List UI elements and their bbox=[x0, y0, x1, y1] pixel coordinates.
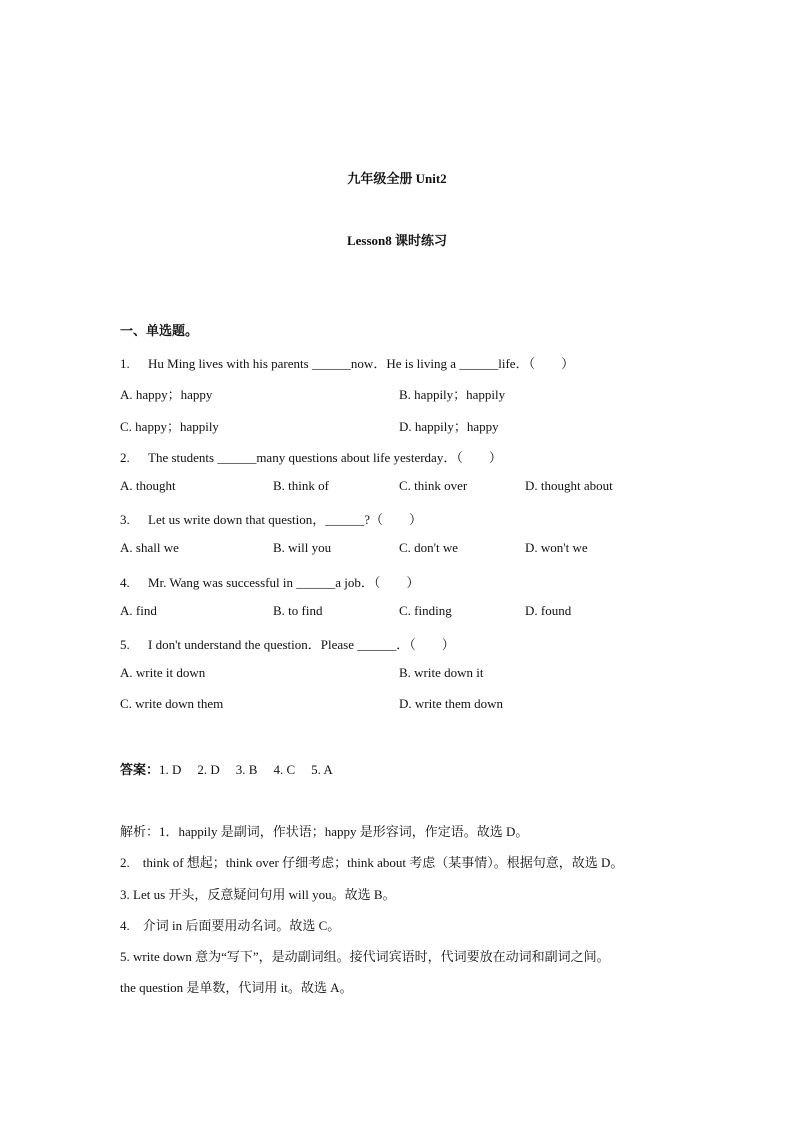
option-4d: D. found bbox=[525, 603, 572, 618]
answer-1: 1. D bbox=[159, 762, 182, 777]
answers-label: 答案： bbox=[120, 762, 160, 777]
question-4 bbox=[120, 572, 419, 591]
option-4c: C. finding bbox=[399, 603, 452, 618]
option-2a: A. thought bbox=[120, 478, 176, 493]
section-heading: 一、单选题。 bbox=[120, 323, 199, 338]
option-2d: D. thought about bbox=[525, 478, 613, 493]
option-5b: B. write down it bbox=[399, 665, 484, 680]
explanation-line-3: 3. Let us 开头，反意疑问句用 will you。故选 B。 bbox=[120, 887, 396, 902]
explanation-line-4: 4. 介词 in 后面要用动名词。故选 C。 bbox=[120, 918, 341, 933]
option-2c: C. think over bbox=[399, 478, 468, 493]
question-5 bbox=[120, 634, 455, 653]
document-subtitle: Lesson8 课时练习 bbox=[346, 233, 448, 248]
explanation-line-6: the question 是单数，代词用 it。故选 A。 bbox=[120, 980, 353, 995]
answer-key bbox=[120, 759, 333, 778]
question-number: 5. bbox=[120, 637, 130, 652]
option-3b: B. will you bbox=[273, 540, 332, 555]
option-2b: B. think of bbox=[273, 478, 329, 493]
answer-2: 2. D bbox=[197, 762, 220, 777]
option-1d: D. happily；happy bbox=[399, 419, 499, 434]
question-1 bbox=[120, 353, 574, 372]
option-1a: A. happy；happy bbox=[120, 387, 213, 402]
question-number: 2. bbox=[120, 450, 130, 465]
option-1c: C. happy；happily bbox=[120, 419, 219, 434]
explanation-text: 1．happily 是副词，作状语；happy 是形容词，作定语。故选 D。 bbox=[159, 824, 529, 839]
explanation-line-2: 2. think of 想起；think over 仔细考虑；think about 考虑（某事情）。根据句意，故选 D。 bbox=[120, 855, 624, 870]
option-5c: C. write down them bbox=[120, 696, 224, 711]
question-text: I don't understand the question．Please ______．（ ） bbox=[148, 637, 455, 652]
question-number: 3. bbox=[120, 512, 130, 527]
question-text: Hu Ming lives with his parents ______now．He is living a ______life．（ ） bbox=[148, 356, 575, 371]
option-5d: D. write them down bbox=[399, 696, 503, 711]
option-4b: B. to find bbox=[273, 603, 323, 618]
explanation-line-5: 5. write down 意为“写下”，是动副词组。接代词宾语时，代词要放在动词和副词之间。 bbox=[120, 949, 610, 964]
question-number: 1. bbox=[120, 356, 130, 371]
question-text: The students ______many questions about life yesterday．（ ） bbox=[148, 450, 502, 465]
option-4a: A. find bbox=[120, 603, 157, 618]
answer-4: 4. C bbox=[273, 762, 296, 777]
option-5a: A. write it down bbox=[120, 665, 206, 680]
question-3 bbox=[120, 509, 422, 528]
question-text: Let us write down that question，______?（ ） bbox=[148, 512, 423, 527]
option-1b: B. happily；happily bbox=[399, 387, 506, 402]
explanation-label: 解析： bbox=[120, 824, 160, 839]
option-3d: D. won't we bbox=[525, 540, 588, 555]
document-title: 九年级全册 Unit2 bbox=[347, 171, 447, 186]
option-3c: C. don't we bbox=[399, 540, 459, 555]
question-text: Mr. Wang was successful in ______a job．（ ） bbox=[148, 575, 420, 590]
answer-3: 3. B bbox=[235, 762, 258, 777]
answer-5: 5. A bbox=[311, 762, 333, 777]
explanation-line-1 bbox=[120, 821, 528, 840]
option-3a: A. shall we bbox=[120, 540, 179, 555]
question-number: 4. bbox=[120, 575, 130, 590]
question-2 bbox=[120, 447, 502, 466]
